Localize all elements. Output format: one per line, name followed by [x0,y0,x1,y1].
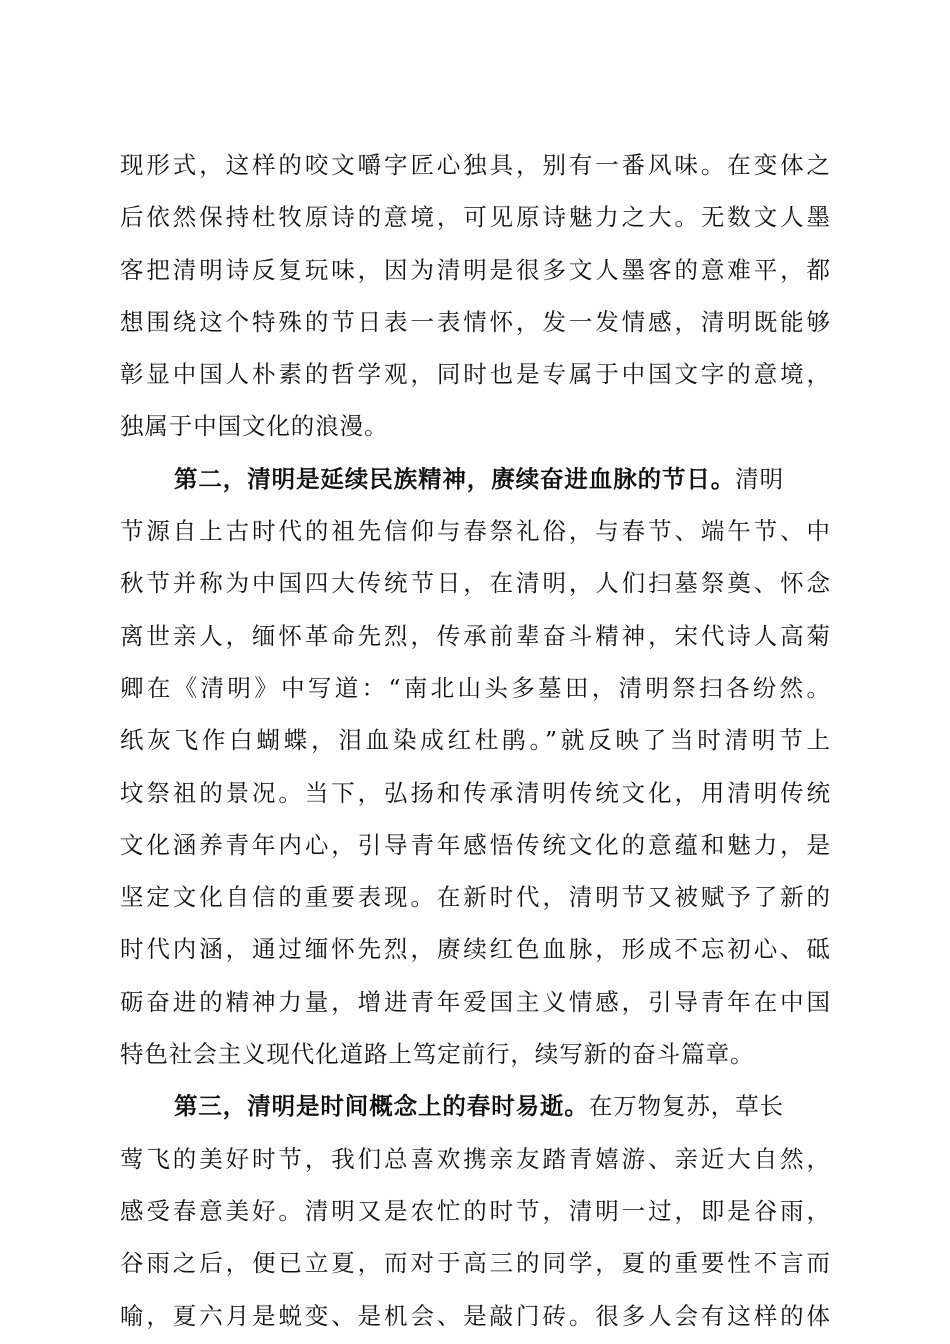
text-line: 秋节并称为中国四大传统节日，在清明，人们扫墓祭奠、怀念 [120,569,830,598]
text-line: 现形式，这样的咬文嚼字匠心独具，别有一番风味。在变体之 [120,151,830,179]
text-line: 离世亲人，缅怀革命先烈，传承前辈奋斗精神，宋代诗人高菊 [120,621,830,650]
text-line: 坟祭祖的景况。当下，弘扬和传承清明传统文化，用清明传统 [120,778,830,807]
text-line: 莺飞的美好时节，我们总喜欢携亲友踏青嬉游、亲近大自然， [120,1144,830,1173]
text-line: 纸灰飞作白蝴蝶，泪血染成红杜鹃。”就反映了当时清明节上 [120,726,830,755]
text-line: 后依然保持杜牧原诗的意境，可见原诗魅力之大。无数文人墨 [120,203,830,232]
text-line: 文化涵养青年内心，引导青年感悟传统文化的意蕴和魅力，是 [120,830,830,859]
paragraph-text: 清明 [735,464,785,493]
paragraph-first-line [120,1080,830,1132]
text-line: 彰显中国人朴素的哲学观，同时也是专属于中国文字的意境， [120,360,830,389]
text-line: 感受春意美好。清明又是农忙的时节，清明一过，即是谷雨， [120,1196,830,1225]
text-line: 特色社会主义现代化道路上笃定前行，续写新的奋斗篇章。 [120,1040,755,1069]
text-line: 节源自上古时代的祖先信仰与春祭礼俗，与春节、端午节、中 [120,517,830,546]
text-line: 客把清明诗反复玩味，因为清明是很多文人墨客的意难平，都 [120,255,830,284]
text-line: 砺奋进的精神力量，增进青年爱国主义情感，引导青年在中国 [120,987,830,1016]
text-line: 坚定文化自信的重要表现。在新时代，清明节又被赋予了新的 [120,883,830,912]
paragraph-text: 在万物复苏，草长 [588,1092,785,1121]
text-line: 喻，夏六月是蜕变、是机会、是敲门砖。很多人会有这样的体 [120,1301,830,1330]
text-line: 独属于中国文化的浪漫。 [120,412,389,441]
text-line: 时代内涵，通过缅怀先烈，赓续红色血脉，形成不忘初心、砥 [120,935,830,964]
paragraph-heading: 第二，清明是延续民族精神，赓续奋进血脉的节日。 [174,464,736,493]
text-line: 谷雨之后，便已立夏，而对于高三的同学，夏的重要性不言而 [120,1249,830,1278]
paragraph-heading: 第三，清明是时间概念上的春时易逝。 [174,1092,589,1121]
text-line: 卿在《清明》中写道：“南北山头多墓田，清明祭扫各纷然。 [120,673,830,702]
document-body [120,139,830,1342]
paragraph-first-line [120,453,830,505]
text-line: 想围绕这个特殊的节日表一表情怀，发一发情感，清明既能够 [120,307,830,336]
